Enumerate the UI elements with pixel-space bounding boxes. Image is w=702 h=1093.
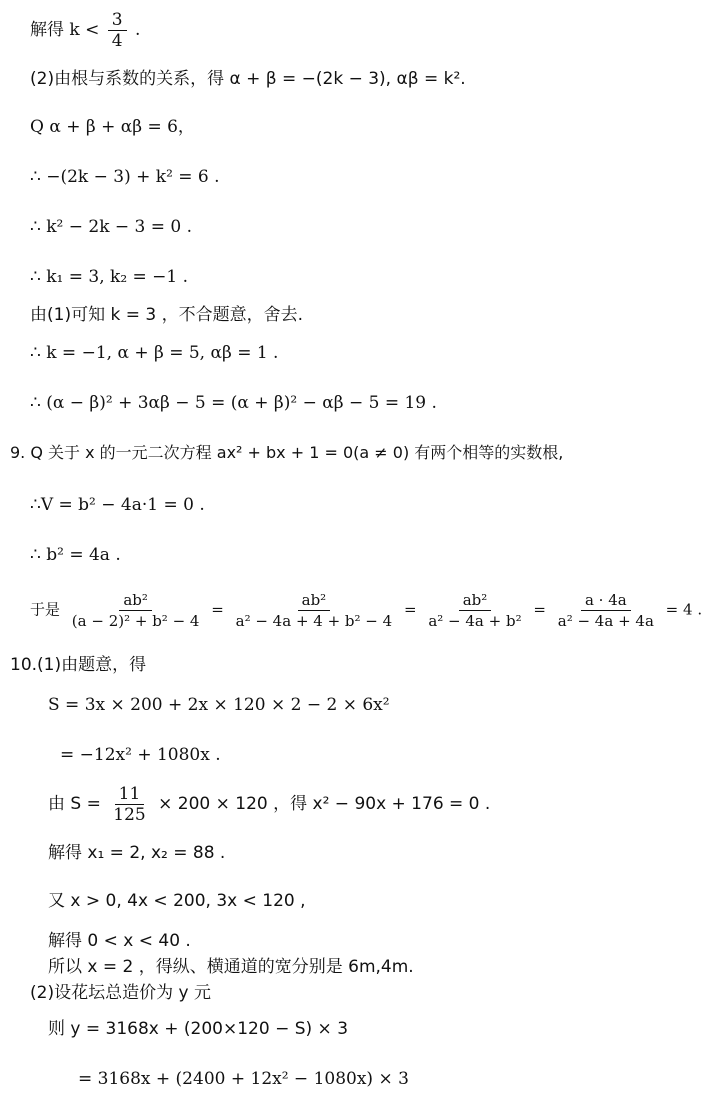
line-solve-k	[30, 10, 140, 51]
text: = 4 .	[665, 600, 702, 619]
denominator: (a − 2)² + b² − 4	[71, 612, 200, 630]
line-substitute: ∴ −(2k − 3) + k² = 6 .	[30, 167, 220, 187]
line-cost-y: 则 y = 3168x + (200×120 − S) × 3	[48, 1019, 349, 1039]
line-area-simplified: = −12x² + 1080x .	[60, 745, 221, 765]
numerator: ab²	[459, 590, 492, 611]
line-vieta: (2)由根与系数的关系，得 α + β = −(2k − 3), αβ = k².	[30, 69, 466, 89]
line-constraints: 又 x > 0, 4x < 200, 3x < 120 ,	[48, 891, 306, 911]
denominator: a² − 4a + 4a	[557, 612, 654, 630]
denominator: 4	[111, 31, 123, 51]
denominator: a² − 4a + b²	[428, 612, 522, 630]
line-width-answer: 所以 x = 2 ，得纵、横通道的宽分别是 6m,4m.	[48, 957, 414, 977]
text: × 200 × 120 ，得 x² − 90x + 176 = 0 .	[158, 794, 491, 814]
line-range: 解得 0 < x < 40 .	[48, 931, 191, 951]
equals: =	[533, 600, 546, 619]
line-discard: 由(1)可知 k = 3 ，不合题意，舍去.	[30, 305, 304, 325]
fraction	[68, 590, 204, 631]
text: 由 S =	[48, 794, 101, 814]
line-k-value: ∴ k = −1, α + β = 5, αβ = 1 .	[30, 343, 279, 363]
fraction	[554, 590, 658, 631]
line-cost-expanded: = 3168x + (2400 + 12x² − 1080x) × 3	[78, 1069, 409, 1089]
fraction	[109, 784, 149, 825]
numerator: ab²	[119, 590, 152, 611]
text: 解得 k <	[30, 20, 100, 40]
line-problem-9: 9. Q 关于 x 的一元二次方程 ax² + bx + 1 = 0(a ≠ 0) 有两个相等的实数根,	[10, 443, 564, 462]
line-area-equation	[48, 784, 490, 825]
line-x-roots: 解得 x₁ = 2, x₂ = 88 .	[48, 843, 226, 863]
numerator: ab²	[298, 590, 331, 611]
numerator: a · 4a	[581, 590, 631, 611]
line-problem-10: 10.(1)由题意，得	[10, 655, 147, 675]
line-fraction-chain	[30, 590, 702, 631]
numerator: 3	[108, 10, 127, 31]
fraction	[424, 590, 525, 631]
line-sum-product: Q α + β + αβ = 6，	[30, 117, 195, 137]
fraction	[108, 10, 127, 51]
equals: =	[211, 600, 224, 619]
denominator: 125	[113, 805, 146, 825]
line-cost-setup: (2)设花坛总造价为 y 元	[30, 983, 211, 1003]
fraction	[232, 590, 397, 631]
line-k-roots: ∴ k₁ = 3, k₂ = −1 .	[30, 267, 189, 287]
line-b-squared: ∴ b² = 4a .	[30, 545, 121, 565]
text: 于是	[30, 600, 61, 619]
text: .	[135, 20, 141, 40]
line-area-S: S = 3x × 200 + 2x × 120 × 2 − 2 × 6x²	[48, 695, 390, 715]
equals: =	[403, 600, 417, 619]
numerator: 11	[115, 784, 145, 805]
line-result-19: ∴ (α − β)² + 3αβ − 5 = (α + β)² − αβ − 5 = 19 .	[30, 393, 437, 413]
line-quadratic-k: ∴ k² − 2k − 3 = 0 .	[30, 217, 193, 237]
line-discriminant: ∴V = b² − 4a·1 = 0 .	[30, 495, 205, 515]
denominator: a² − 4a + 4 + b² − 4	[235, 612, 393, 630]
